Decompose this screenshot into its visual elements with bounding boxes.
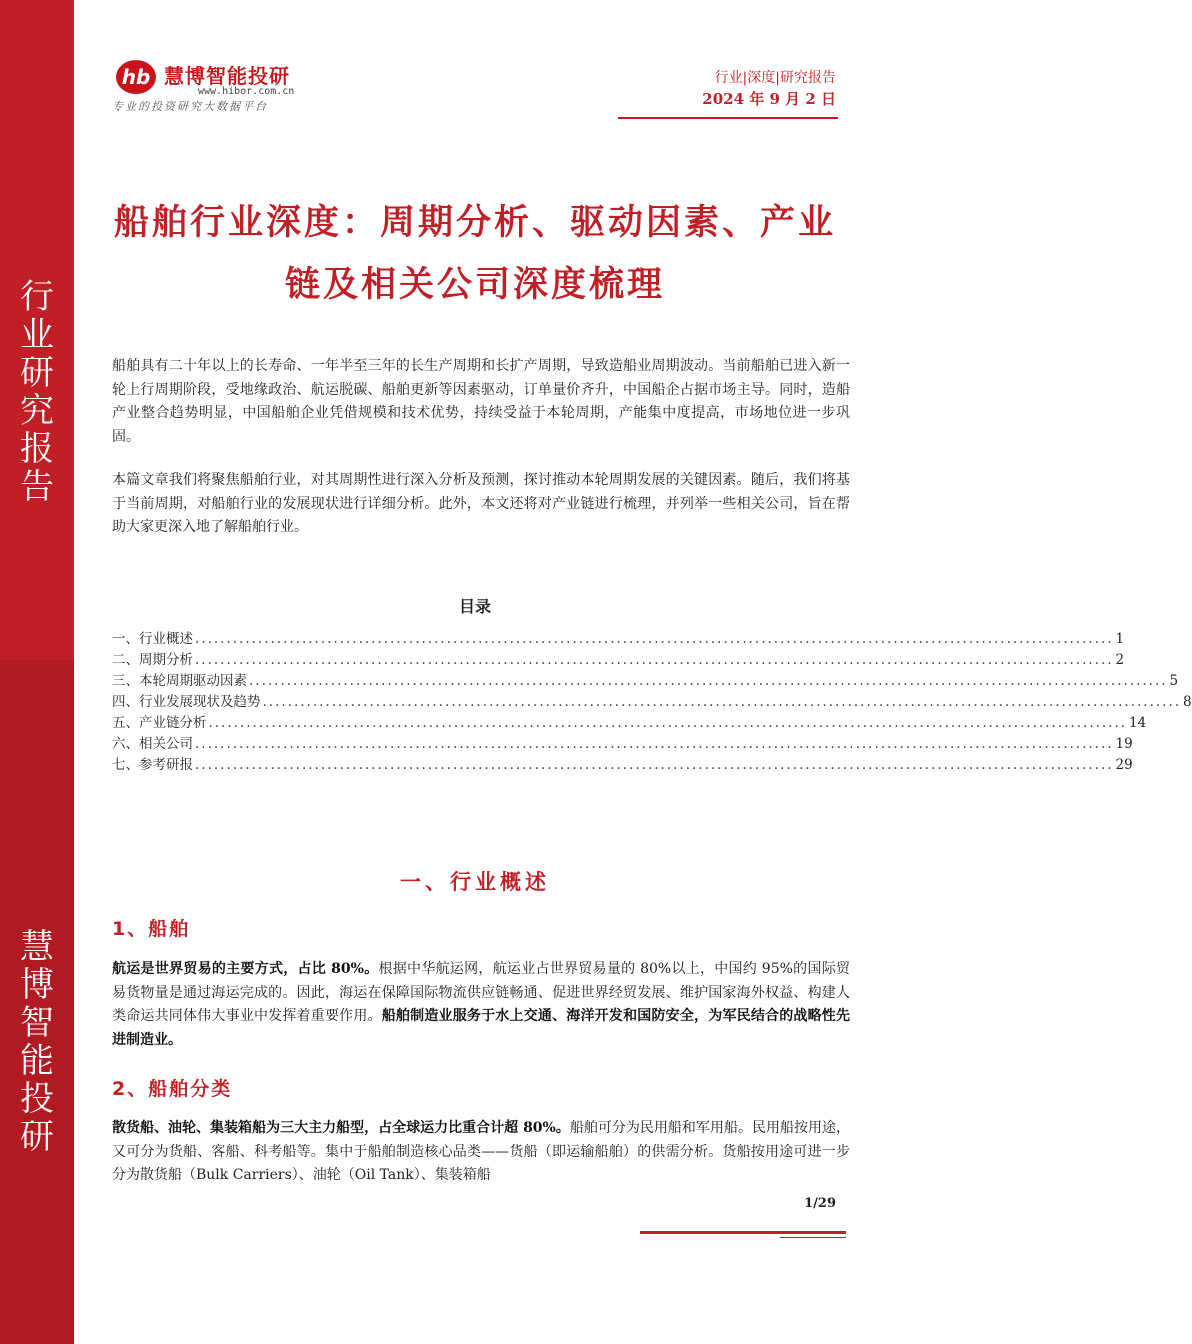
sidebar-char: 报 bbox=[20, 429, 54, 469]
sidebar-char: 智 bbox=[20, 1003, 54, 1043]
table-of-contents bbox=[112, 594, 1192, 776]
sidebar-char: 博 bbox=[20, 965, 54, 1005]
toc-item[interactable] bbox=[112, 713, 1147, 734]
toc-leader: .................................................................................................................................................. bbox=[195, 757, 1114, 773]
sidebar-char: 告 bbox=[20, 467, 54, 507]
toc-item-page: 2 bbox=[1115, 652, 1125, 668]
toc-item[interactable] bbox=[112, 650, 1125, 671]
toc-item[interactable] bbox=[112, 734, 1133, 755]
sidebar-char: 究 bbox=[20, 391, 54, 431]
body-text: 船舶可分为民用船和军用船。民用船按用途，又可分为货船、客船、科考船等。集中于船舶制造核心品类——货船（即运输船舶）的供需分析。货船按用途可进一步分为散货船（Bulk Carriers）、油轮（Oil Tank）、集装箱船 bbox=[112, 1120, 850, 1183]
toc-item[interactable] bbox=[112, 755, 1133, 776]
section-heading: 一、行业概述 bbox=[400, 870, 550, 894]
toc-item-label: 二、周期分析 bbox=[112, 652, 193, 668]
toc-item-label: 一、行业概述 bbox=[112, 631, 193, 647]
sidebar-char: 行 bbox=[20, 277, 54, 317]
toc-title: 目录 bbox=[458, 597, 491, 616]
logo-name: 慧博智能投研 bbox=[164, 64, 290, 88]
header-meta bbox=[702, 68, 836, 110]
emphasis-text: 航运是世界贸易的主要方式，占比 80%。 bbox=[112, 961, 379, 977]
body-paragraph bbox=[112, 958, 850, 1052]
toc-leader: .................................................................................................................................................. bbox=[249, 673, 1168, 689]
intro-paragraph: 船舶具有二十年以上的长寿命、一年半至三年的长生产周期和长扩产周期，导致造船业周期波动。当前船舶已进入新一轮上行周期阶段，受地缘政治、航运脱碳、船舶更新等因素驱动，订单量价齐升，中国船企占据市场主导。同时，造船产业整合趋势明显，中国船舶企业凭借规模和技术优势，持续受益于本轮周期，产能集中度提高，市场地位进一步巩固。 bbox=[112, 358, 850, 445]
sidebar-char: 能 bbox=[20, 1041, 54, 1081]
logo-slogan: 专业的投资研究大数据平台 bbox=[112, 100, 268, 113]
toc-item-page: 29 bbox=[1115, 757, 1133, 773]
emphasis-text: 散货船、油轮、集装箱船为三大主力船型，占全球运力比重合计超 80%。 bbox=[112, 1120, 570, 1136]
toc-item-page: 5 bbox=[1169, 673, 1179, 689]
toc-item-label: 四、行业发展现状及趋势 bbox=[112, 694, 261, 710]
toc-item-label: 六、相关公司 bbox=[112, 736, 193, 752]
subsection-heading: 2、船舶分类 bbox=[112, 1078, 233, 1100]
sidebar bbox=[0, 0, 74, 1344]
sidebar-char: 慧 bbox=[20, 927, 54, 967]
sidebar-char: 业 bbox=[20, 315, 54, 355]
title-line: 船舶行业深度：周期分析、驱动因素、产业 bbox=[113, 203, 836, 243]
toc-item-label: 七、参考研报 bbox=[112, 757, 193, 773]
logo[interactable] bbox=[112, 58, 412, 118]
toc-item-page: 14 bbox=[1129, 715, 1147, 731]
logo-mark-icon: hb bbox=[116, 60, 156, 94]
toc-item[interactable] bbox=[112, 692, 1192, 713]
toc-item[interactable] bbox=[112, 629, 1125, 650]
intro-paragraph: 本篇文章我们将聚焦船舶行业，对其周期性进行深入分析及预测，探讨推动本轮周期发展的关键因素。随后，我们将基于当前周期，对船舶行业的发展现状进行详细分析。此外，本文还将对产业链进行梳理，并列举一些相关公司，旨在帮助大家更深入地了解船舶行业。 bbox=[112, 472, 850, 535]
toc-item-label: 三、本轮周期驱动因素 bbox=[112, 673, 247, 689]
body-text: 根据中华航运网，航运业占世界贸易量的 80%以上，中国约 95%的国际贸易货物量是通过海运完成的。因此，海运在保障国际物流供应链畅通、促进世界经贸发展、维护国家海外权益、构建人类命运共同体伟大事业中发挥着重要作用。 bbox=[112, 961, 850, 1024]
sidebar-char: 研 bbox=[20, 353, 54, 393]
subsection-heading: 1、船舶 bbox=[112, 918, 191, 940]
sidebar-char: 研 bbox=[20, 1117, 54, 1157]
report-date: 2024 年 9 月 2 日 bbox=[702, 90, 836, 108]
page-title bbox=[112, 192, 838, 316]
body-paragraph bbox=[112, 1117, 850, 1188]
sidebar-brand bbox=[0, 928, 74, 1156]
footer-rule bbox=[640, 1231, 846, 1234]
toc-leader: .................................................................................................................................................. bbox=[208, 715, 1128, 731]
emphasis-text: 船舶制造业服务于水上交通、海洋开发和国防安全，为军民结合的战略性先进制造业。 bbox=[112, 1008, 851, 1048]
toc-item-label: 五、产业链分析 bbox=[112, 715, 207, 731]
sidebar-report-type bbox=[0, 278, 74, 506]
header-rule bbox=[618, 117, 838, 119]
toc-leader: .................................................................................................................................................. bbox=[195, 631, 1114, 647]
report-category: 行业|深度|研究报告 bbox=[714, 70, 836, 86]
title-line: 链及相关公司深度梳理 bbox=[284, 265, 665, 305]
toc-leader: .................................................................................................................................................. bbox=[195, 736, 1114, 752]
footer-rule bbox=[780, 1237, 846, 1238]
toc-item-page: 1 bbox=[1115, 631, 1125, 647]
sidebar-char: 投 bbox=[20, 1079, 54, 1119]
toc-item[interactable] bbox=[112, 671, 1179, 692]
toc-item-page: 19 bbox=[1115, 736, 1133, 752]
logo-url: www.hibor.com.cn bbox=[198, 86, 295, 97]
toc-leader: .................................................................................................................................................. bbox=[262, 694, 1182, 710]
page-number: 1/29 bbox=[804, 1196, 836, 1211]
toc-leader: .................................................................................................................................................. bbox=[195, 652, 1114, 668]
toc-item-page: 8 bbox=[1183, 694, 1192, 710]
